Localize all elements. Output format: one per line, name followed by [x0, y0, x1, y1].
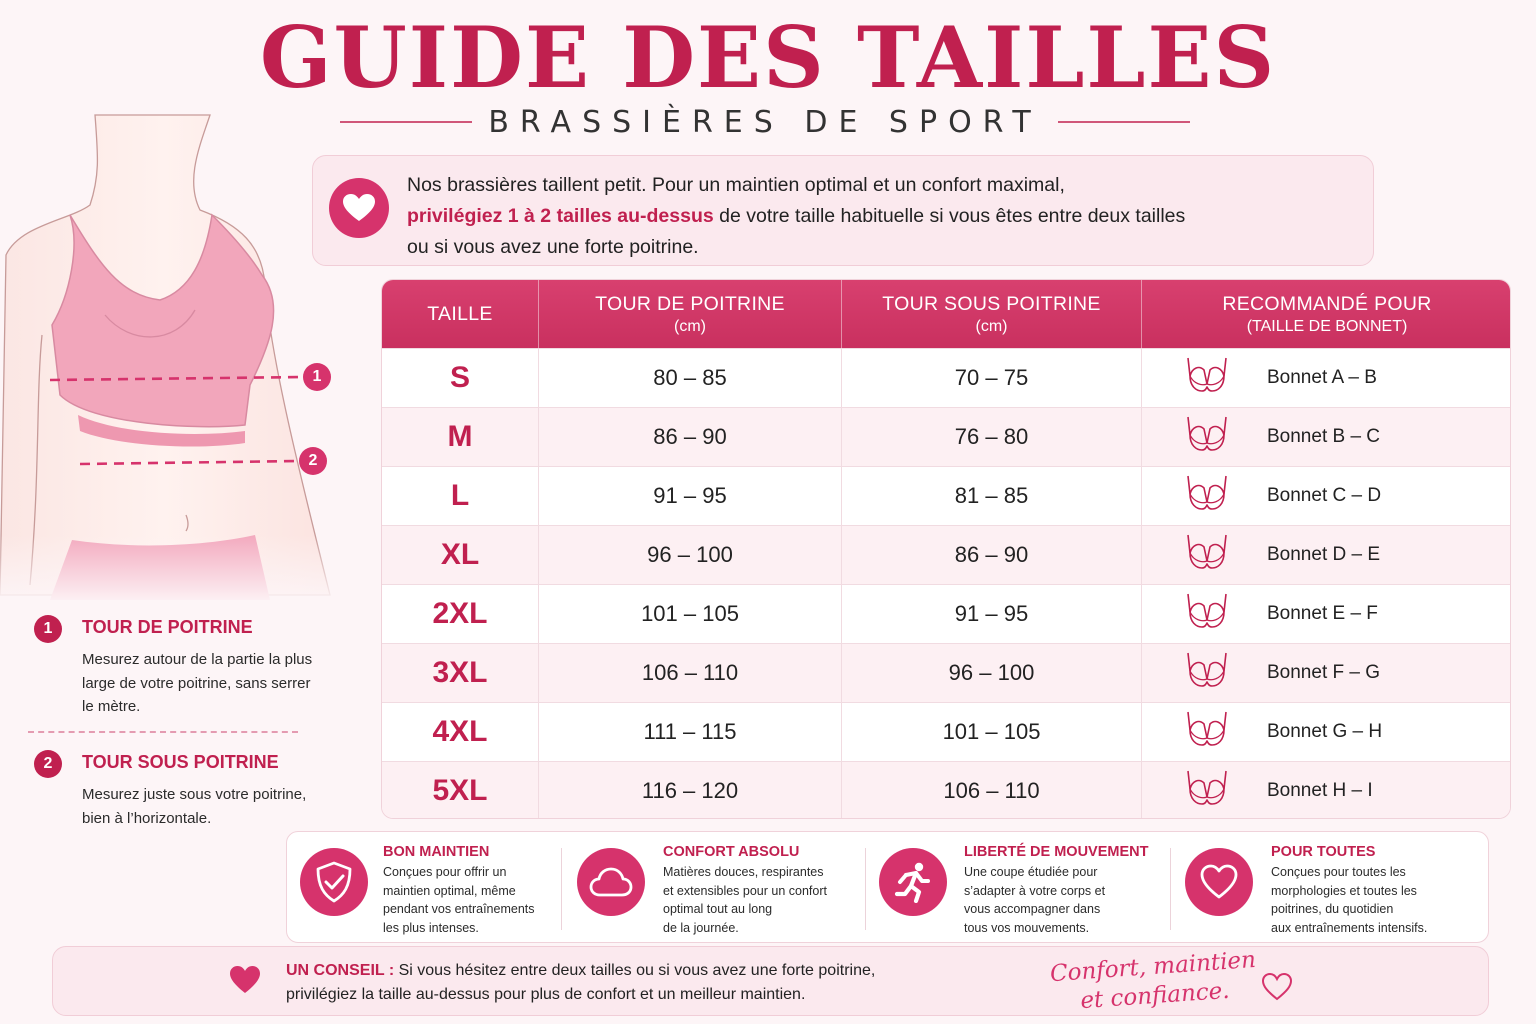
heart-icon [1185, 848, 1253, 916]
feature-description [1271, 863, 1427, 937]
slogan-line-2: et confiance. [1079, 977, 1231, 1015]
feature-line: Conçues pour toutes les [1271, 865, 1406, 879]
cup-cell [1142, 762, 1511, 819]
slogan-line-1: Confort, maintien [1049, 946, 1257, 988]
notice-line-3: ou si vous avez une forte poitrine. [407, 236, 699, 258]
bra-icon [1184, 472, 1230, 520]
legend-title: TOUR DE POITRINE [82, 617, 253, 637]
size-cell: 3XL [382, 644, 539, 702]
cup-cell [1142, 703, 1511, 761]
chest-cell: 101 – 105 [539, 585, 842, 643]
slogan [1047, 946, 1261, 1019]
feature-divider [561, 848, 562, 930]
notice-line-2 [407, 201, 1347, 232]
underbust-cell: 91 – 95 [842, 585, 1142, 643]
legend-number: 1 [34, 615, 62, 643]
size-cell: 4XL [382, 703, 539, 761]
header-label: RECOMMANDÉ POUR [1222, 292, 1432, 315]
notice-highlight: privilégiez 1 à 2 tailles au-dessus [407, 205, 714, 227]
bra-icon [1184, 649, 1230, 697]
table-row [382, 525, 1510, 584]
page-subtitle: BRASSIÈRES DE SPORT [488, 104, 1042, 140]
feature-description [383, 863, 535, 937]
features-bar [286, 831, 1489, 943]
underbust-cell: 70 – 75 [842, 349, 1142, 407]
chest-cell: 116 – 120 [539, 762, 842, 819]
notice-line-1: Nos brassières taillent petit. Pour un maintien optimal et un confort maximal, [407, 174, 1065, 196]
header-taille [382, 280, 539, 348]
feature-divider [865, 848, 866, 930]
legend-title: TOUR SOUS POITRINE [82, 752, 279, 772]
feature-line: morphologies et toutes les [1271, 883, 1417, 898]
tip-banner [52, 946, 1489, 1016]
feature-line: de la journée. [663, 920, 739, 935]
notice-text [407, 170, 1347, 263]
measure-marker-1: 1 [303, 363, 331, 391]
bra-icon [1184, 531, 1230, 579]
cup-cell [1142, 408, 1511, 466]
chest-cell: 96 – 100 [539, 526, 842, 584]
header-label: TOUR DE POITRINE [595, 292, 785, 315]
cup-label: Bonnet B – C [1267, 426, 1381, 447]
cup-label: Bonnet G – H [1267, 721, 1383, 742]
size-cell: 5XL [382, 762, 539, 819]
notice-line-2-rest: de votre taille habituelle si vous êtes entre deux tailles [713, 205, 1186, 227]
table-row [382, 407, 1510, 466]
size-cell: 2XL [382, 585, 539, 643]
table-row [382, 466, 1510, 525]
size-table [381, 279, 1511, 819]
cup-label: Bonnet E – F [1267, 603, 1378, 624]
header-unit: (cm) [674, 317, 706, 335]
feature-title: CONFORT ABSOLU [663, 844, 800, 860]
feature-line: tous vos mouvements. [964, 920, 1090, 935]
cup-cell [1142, 585, 1511, 643]
bra-icon [1184, 354, 1230, 402]
heart-icon [229, 965, 261, 1000]
subtitle-rule-right [1058, 121, 1190, 123]
heart-outline-icon [1261, 972, 1293, 1007]
cup-label: Bonnet C – D [1267, 485, 1382, 506]
size-cell: M [382, 408, 539, 466]
feature-line: optimal tout au long [663, 902, 773, 916]
feature-title: BON MAINTIEN [383, 844, 490, 860]
size-cell: L [382, 467, 539, 525]
bra-icon [1184, 413, 1230, 461]
feature-description [964, 863, 1105, 937]
tip-text [286, 959, 1006, 1007]
tip-line-1-rest: Si vous hésitez entre deux tailles ou si vous avez une forte poitrine, [394, 962, 876, 979]
subtitle-row [340, 102, 1190, 142]
size-cell: S [382, 349, 539, 407]
feature-line: les plus intenses. [383, 920, 479, 935]
feature-divider [1170, 848, 1171, 930]
chest-cell: 80 – 85 [539, 349, 842, 407]
tip-line-1 [286, 959, 1006, 983]
feature-bon-maintien [300, 832, 562, 944]
header-chest [539, 280, 842, 348]
header-cup [1142, 280, 1511, 348]
sizing-notice [312, 155, 1374, 266]
legend-description: Mesurez juste sous votre poitrine, bien à l’horizontale. [82, 786, 307, 827]
feature-line: et extensibles pour un confort [663, 883, 827, 898]
bra-icon [1184, 708, 1230, 756]
header-underbust [842, 280, 1142, 348]
cloud-icon [577, 848, 645, 916]
feature-line: maintien optimal, même [383, 883, 516, 898]
bra-icon [1184, 590, 1230, 638]
feature-title: LIBERTÉ DE MOUVEMENT [964, 844, 1149, 860]
table-row [382, 761, 1510, 819]
feature-description [663, 863, 827, 937]
feature-confort-absolu [577, 832, 867, 944]
subtitle-rule-left [340, 121, 472, 123]
feature-liberte-mouvement [879, 832, 1179, 944]
measure-marker-2: 2 [299, 447, 327, 475]
cup-label: Bonnet H – I [1267, 780, 1373, 801]
underbust-cell: 101 – 105 [842, 703, 1142, 761]
body-illustration [0, 95, 345, 605]
legend-divider [28, 731, 298, 733]
cup-cell [1142, 644, 1511, 702]
chest-cell: 106 – 110 [539, 644, 842, 702]
table-row [382, 643, 1510, 702]
cup-cell [1142, 467, 1511, 525]
torso-drawing [0, 95, 345, 605]
feature-pour-toutes [1185, 832, 1485, 944]
feature-line: aux entraînements intensifs. [1271, 920, 1428, 935]
table-row [382, 584, 1510, 643]
page-title: GUIDE DES TAILLES [259, 8, 1277, 107]
underbust-cell: 86 – 90 [842, 526, 1142, 584]
runner-icon [879, 848, 947, 916]
feature-line: Une coupe étudiée pour [964, 865, 1098, 879]
header-label: TOUR SOUS POITRINE [882, 292, 1101, 315]
underbust-cell: 76 – 80 [842, 408, 1142, 466]
feature-line: pendant vos entraînements [383, 902, 535, 916]
feature-line: Matières douces, respirantes [663, 865, 824, 879]
header-label: TAILLE [427, 302, 493, 325]
size-cell: XL [382, 526, 539, 584]
bra-icon [1184, 767, 1230, 815]
table-row [382, 348, 1510, 407]
header-unit: (cm) [975, 317, 1008, 335]
feature-line: poitrines, du quotidien [1271, 902, 1394, 916]
underbust-cell: 96 – 100 [842, 644, 1142, 702]
feature-line: Conçues pour offrir un [383, 865, 507, 879]
chest-cell: 86 – 90 [539, 408, 842, 466]
cup-label: Bonnet F – G [1267, 662, 1381, 683]
underbust-cell: 106 – 110 [842, 762, 1142, 819]
chest-cell: 111 – 115 [539, 703, 842, 761]
table-header [382, 280, 1510, 348]
feature-line: s’adapter à votre corps et [964, 883, 1106, 898]
cup-cell [1142, 526, 1511, 584]
legend-number: 2 [34, 750, 62, 778]
chest-cell: 91 – 95 [539, 467, 842, 525]
underbust-cell: 81 – 85 [842, 467, 1142, 525]
shield-check-icon [300, 848, 368, 916]
header-unit: (TAILLE DE BONNET) [1246, 317, 1408, 335]
cup-cell [1142, 349, 1511, 407]
cup-label: Bonnet A – B [1267, 367, 1377, 388]
feature-title: POUR TOUTES [1271, 844, 1376, 860]
tip-line-2: privilégiez la taille au-dessus pour plus de confort et un meilleur maintien. [286, 986, 806, 1003]
tip-label: UN CONSEIL : [286, 962, 395, 979]
table-row [382, 702, 1510, 761]
legend-description: Mesurez autour de la partie la plus large de votre poitrine, sans serrer le mètre. [82, 651, 313, 715]
feature-line: vous accompagner dans [964, 902, 1101, 916]
cup-label: Bonnet D – E [1267, 544, 1381, 565]
